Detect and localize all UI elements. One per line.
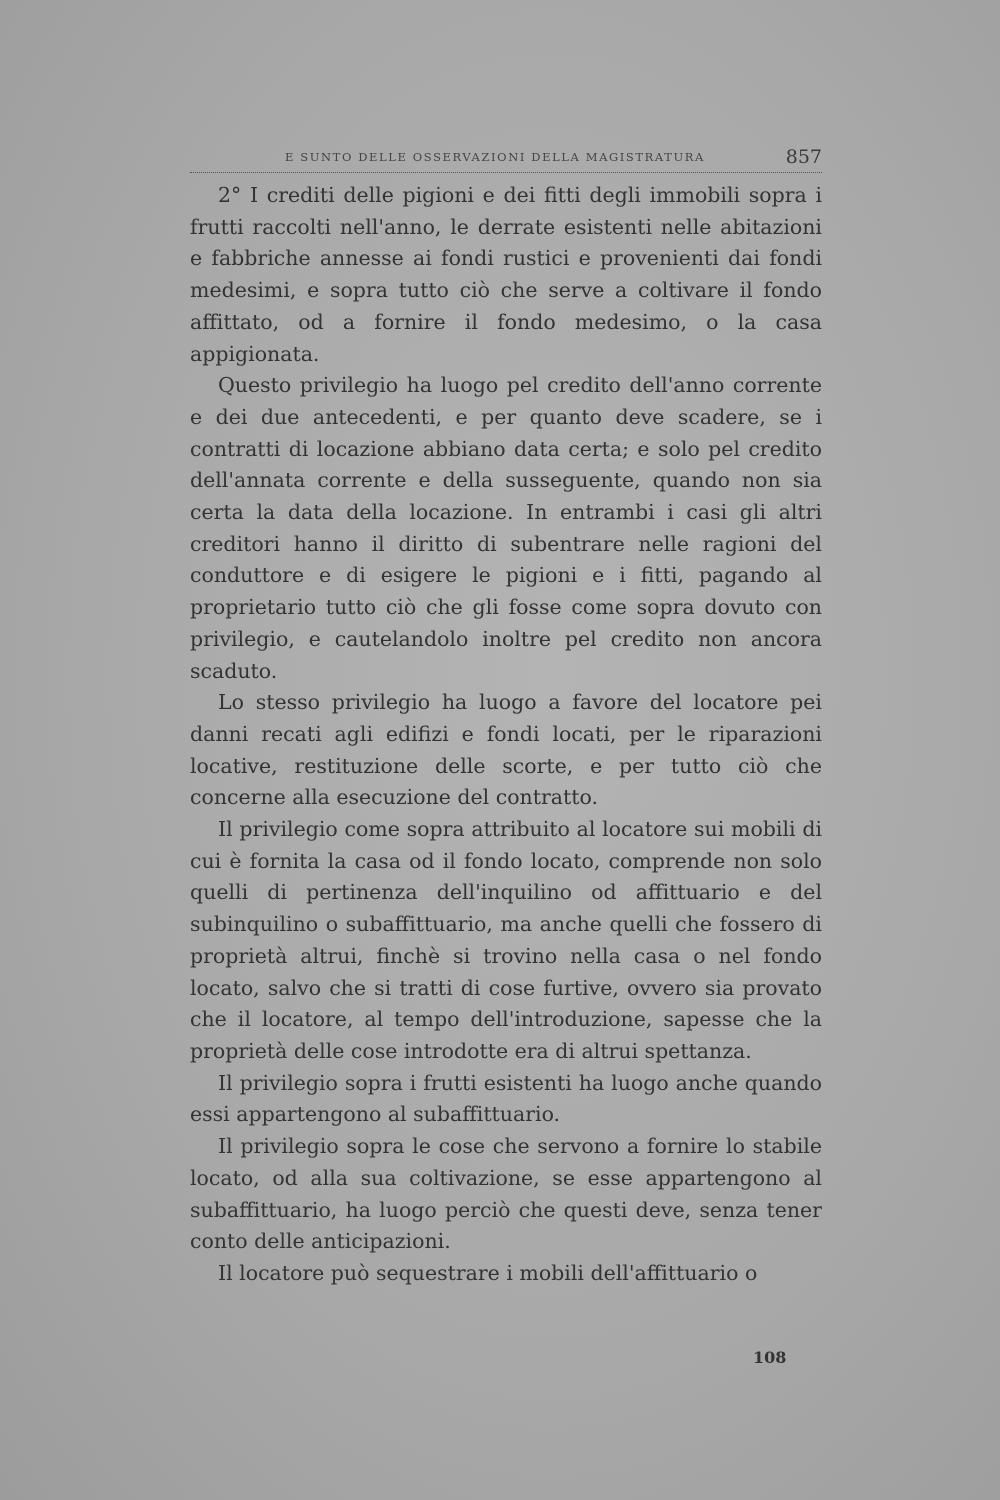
paragraph-7: Il locatore può sequestrare i mobili dell'affittuario o [218, 1260, 758, 1285]
paragraph-6: Il privilegio sopra le cose che servono a fornire lo stabile locato, od alla sua coltivazione, se esse appartengono al subaffittuario, ha luogo perciò che questi deve, senza tener conto delle anticipazioni. [190, 1134, 822, 1254]
paragraph-2: Questo privilegio ha luogo pel credito dell'anno corrente e dei due antecedenti, e per quanto deve scadere, se i contratti di locazione abbiano data certa; e solo pel credito dell'annata corrente e della susseguente, quando non sia certa la data della locazione. In entrambi i casi gli altri creditori hanno il diritto di subentrare nelle ragioni del conduttore e di esigere le pigioni e i fitti, pagando al proprietario tutto ciò che gli fosse come sopra dovuto con privilegio, e cautelandolo inoltre pel credito non ancora scaduto. [190, 373, 822, 683]
signature-mark: 108 [753, 1348, 787, 1367]
body-text [190, 180, 822, 1290]
page-number: 857 [785, 146, 822, 168]
paragraph-3: Lo stesso privilegio ha luogo a favore del locatore pei danni recati agli edifizi e fondi locati, per le riparazioni locative, restituzione delle scorte, e per tutto ciò che concerne alla esecuzione del contratto. [190, 690, 822, 810]
paragraph-1: 2° I crediti delle pigioni e dei fitti degli immobili sopra i frutti raccolti nell'anno, le derrate esistenti nelle abitazioni e fabbriche annesse ai fondi rustici e provenienti dai fondi medesimi, e sopra tutto ciò che serve a coltivare il fondo affittato, od a fornire il fondo medesimo, o la casa appigionata. [190, 183, 822, 366]
page-header [190, 146, 822, 173]
paragraph-4: Il privilegio come sopra attribuito al locatore sui mobili di cui è fornita la casa od il fondo locato, comprende non solo quelli di pertinenza dell'inquilino od affittuario e del subinquilino o subaffittuario, ma anche quelli che fossero di proprietà altrui, finchè si trovino nella casa o nel fondo locato, salvo che si tratti di cose furtive, ovvero sia provato che il locatore, al tempo dell'introduzione, sapesse che la proprietà delle cose introdotte era di altrui spettanza. [190, 817, 822, 1063]
running-head: E SUNTO DELLE OSSERVAZIONI DELLA MAGISTRATURA [285, 150, 705, 164]
paragraph-5: Il privilegio sopra i frutti esistenti ha luogo anche quando essi appartengono al subaffittuario. [190, 1070, 822, 1127]
